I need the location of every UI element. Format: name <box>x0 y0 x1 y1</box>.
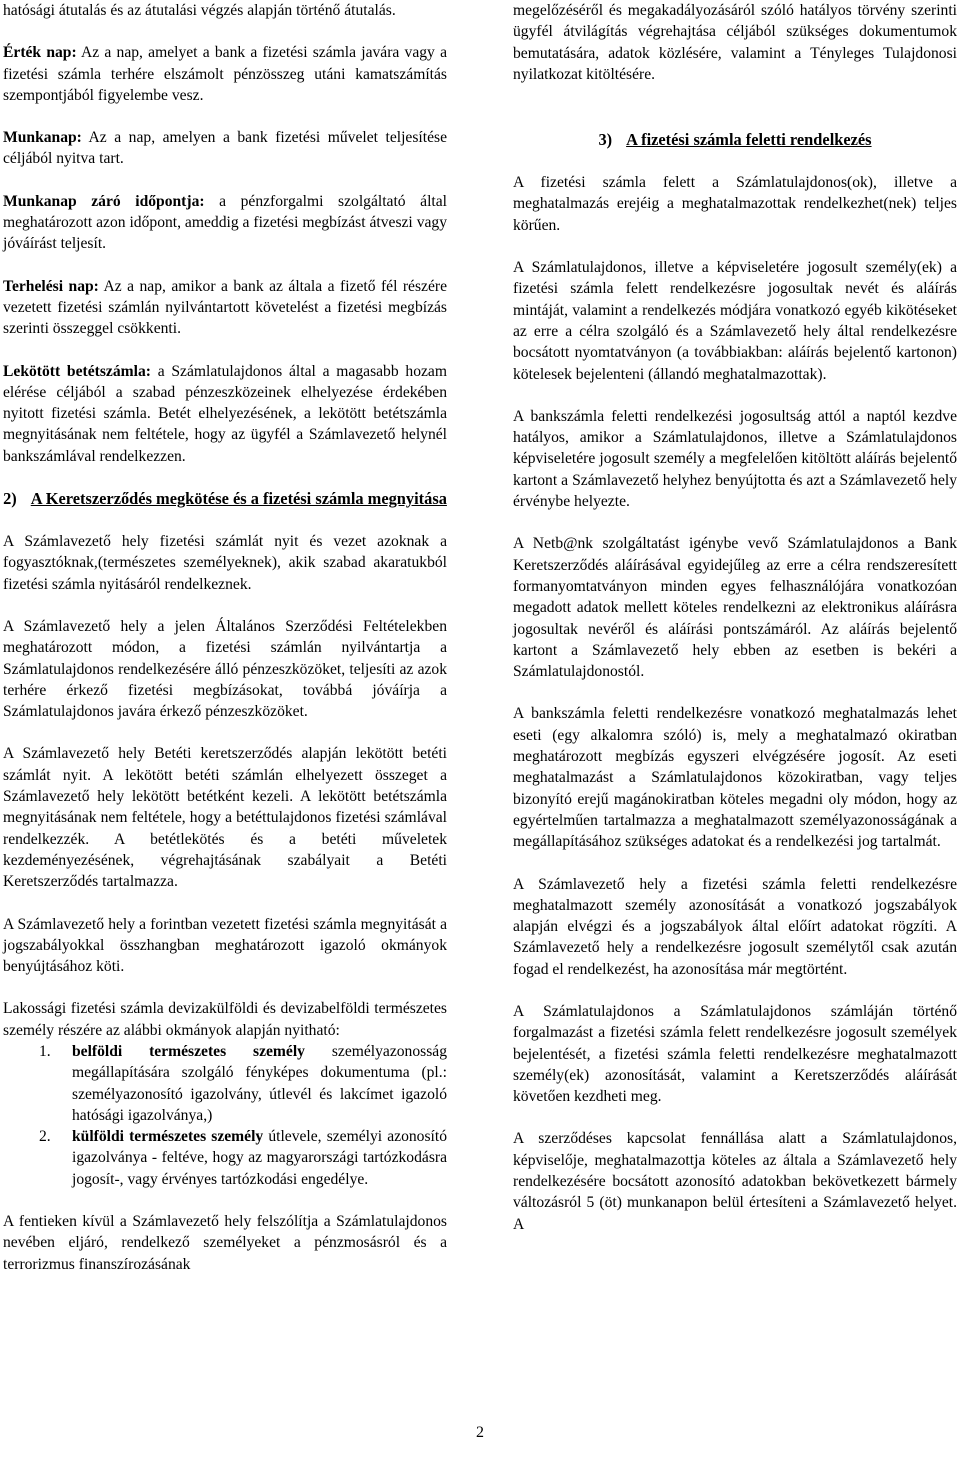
paragraph: A Netb@nk szolgáltatást igénybe vevő Számlatulajdonos a Bank Keretszerződés aláírásával egyidejűleg az erre a célra rendszeresített formanyomtatványon minden egyes felhasználójára vonatkozóan megadott adatok mellett köteles rendelkezni az elektronikus aláírásra jogosultak nevéről és aláírási pontszámáról. Az aláírás bejelentő kartont a Számlavezető hely ebben az esetben is bekéri a Számlatulajdonostól. <box>513 535 957 681</box>
page-number: 2 <box>476 1424 484 1441</box>
paragraph: A Számlavezető hely Betéti keretszerződés alapján lekötött betéti számlát nyit. A lekötött betéti számlán elhelyezett összeget a Számlavezető hely lekötött betétként kezeli. A lekötött betétszámla megnyitásának nem feltétele, hogy a betéttulajdonos fizetési számlával rendelkezzék. A betétlekötés és a betéti műveletek kezdeményezésének, végrehajtásának szabályait a Betéti Keretszerződés tartalmazza. <box>3 745 447 891</box>
paragraph: A Számlavezető hely a forintban vezetett fizetési számla megnyitását a jogszabályokkal összhangban meghatározott igazoló okmányok benyújtásához köti. <box>3 915 447 976</box>
paragraph: A fentieken kívül a Számlavezető hely felszólítja a Számlatulajdonos nevében eljáró, rendelkező személyeket a pénzmosásról és a terrorizmus finanszírozásának <box>3 1213 447 1273</box>
section-number: 2) <box>3 489 17 509</box>
definition-text: a Számlatulajdonos által a magasabb hozam elérése céljából a szabad pénzeszközeinek elhelyezése érdekében nyitott fizetési számla. Betét elhelyezésének, a lekötött betétszámla megnyitásának nem feltétele, hogy az ügyfél a Számlavezető helynél bankszámlával rendelkezzen. <box>3 362 447 465</box>
list-item <box>3 1041 447 1126</box>
paragraph: A bankszámla feletti rendelkezési jogosultság attól a naptól kezdve hatályos, amikor a Számlatulajdonos, illetve a Számlatulajdonos képviseletére jogosult személy a megfelelően kitöltött aláírás bejelentő kartont a Számlavezető helyhez benyújtotta és azt a Számlavezető hely érvénybe helyezte. <box>513 407 957 511</box>
section-heading-2 <box>3 488 447 510</box>
definition-text: a pénzforgalmi szolgáltató által meghatározott azon időpont, ameddig a fizetési megbízást átveszi vagy jóváírást teljesít. <box>3 192 447 253</box>
definition-text: Az a nap, amelyet a bank a fizetési számla javára vagy a fizetési számla terhére elszámolt pénzösszeg utáni kamatszámítás szempontjából figyelembe vesz. <box>3 44 447 104</box>
term: külföldi természetes személy <box>72 1128 264 1146</box>
paragraph: A Számlatulajdonos a Számlatulajdonos számláján történő forgalmazást a fizetési számla felett rendelkezésre jogosult személyek bejelentését, a fizetési számla feletti rendelkezésre meghatalmazott személy(ek) azonosítását, valamint a Keretszerződés aláírását követően kezdheti meg. <box>513 1002 957 1106</box>
paragraph: hatósági átutalás és az átutalási végzés alapján történő átutalás. <box>3 2 396 19</box>
list-text: személyazonosság megállapítására szolgáló fényképes dokumentuma (pl.: személyazonosító igazolvány, útlevél és lakcímet igazoló hatósági igazolványa,) <box>72 1042 448 1124</box>
list-text: útlevele, személyi azonosító igazolványa - feltéve, hogy az magyarországi tartózkodásra jogosít-, vagy érvényes tartózkodási engedélye. <box>72 1128 447 1188</box>
list-item <box>3 1126 447 1190</box>
paragraph: Lakossági fizetési számla devizakülföldi és devizabelföldi természetes személy részére az alábbi okmányok alapján nyitható: <box>3 1000 447 1039</box>
definition-cutoff-time <box>3 191 447 255</box>
term: Munkanap: <box>3 129 82 147</box>
document-list <box>3 1041 447 1190</box>
paragraph: A Számlavezető hely a jelen Általános Szerződési Feltételekben meghatározott módon, a fizetési számlán nyilvántartja a Számlatulajdonos rendelkezésére álló pénzeszközöket, teljesíti az azok terhére érkező fizetési megbízásokat, továbbá jóváírja a Számlatulajdonos javára érkező pénzeszközöket. <box>3 617 447 721</box>
section-heading-3 <box>513 129 957 151</box>
definition-value-date <box>3 42 447 106</box>
section-title: A Keretszerződés megkötése és a fizetési számla megnyitása <box>30 489 447 509</box>
paragraph: A Számlavezető hely a fizetési számla feletti rendelkezésre meghatalmazott személy azonosítását a vonatkozó jogszabályok alapján elvégzi és a jogszabályok által előírt adatokat rögzíti. A Számlavezető hely a rendelkezésre jogosult személytől csak azután fogad el rendelkezést, ha azonosítása már megtörtént. <box>513 875 957 978</box>
list-number: 1. <box>39 1042 51 1060</box>
left-column <box>3 0 447 1296</box>
definition-debit-day <box>3 276 447 340</box>
section-title: A fizetési számla feletti rendelkezés <box>626 130 872 150</box>
list-number: 2. <box>39 1128 51 1146</box>
paragraph: A fizetési számla felett a Számlatulajdonos(ok), illetve a meghatalmazás erejéig a meghatalmazottak rendelkezhet(nek) teljes körűen. <box>513 174 957 234</box>
paragraph: megelőzéséről és megakadályozásáról szóló hatályos törvény szerinti ügyfél átvilágítás végrehajtása céljából szükséges dokumentumok bemutatására, adatok közlésére, valamint a Tényleges Tulajdonosi nyilatkozat kitöltésére. <box>513 2 957 83</box>
paragraph: A szerződéses kapcsolat fennállása alatt a Számlatulajdonos, képviselője, meghatalmazottja köteles az általa a Számlavezető hely rendelkezésére bocsátott azonosító adatokban bekövetkezett bármely változásról 5 (öt) munkanapon belül értesíteni a Számlavezető helyet. A <box>513 1130 957 1233</box>
paragraph: A Számlavezető hely fizetési számlát nyit és vezet azoknak a fogyasztóknak,(természetes személyeknek), akik szabad akaratukból fizetési számla nyitásáról rendelkeznek. <box>3 533 447 593</box>
paragraph: A Számlatulajdonos, illetve a képviseletére jogosult személy(ek) a fizetési számla felett rendelkezésre jogosultak nevét és aláírás mintáját, valamint a rendelkezés módjára vonatkozó egyéb kikötéseket az erre a célra szolgáló és a Számlavezető hely által rendelkezésre bocsátott nyomtatványon (a továbbiakban: aláírás bejelentő kartonon) kötelesek bejelenteni (állandó meghatalmazottak). <box>513 259 957 383</box>
definition-text: Az a nap, amikor a bank az általa a fizető fél részére vezetett fizetési számlán nyilvántartott követelést a fizetési megbízás szerinti összeggel csökkenti. <box>3 277 447 338</box>
term: Lekötött betétszámla: <box>3 362 151 380</box>
right-column <box>513 0 957 1256</box>
definition-working-day <box>3 127 447 170</box>
term: Érték nap: <box>3 44 77 62</box>
term: Munkanap záró időpontja: <box>3 192 205 210</box>
term: Terhelési nap: <box>3 277 99 295</box>
term: belföldi természetes személy <box>72 1042 305 1060</box>
section-number: 3) <box>598 130 613 150</box>
paragraph: A bankszámla feletti rendelkezésre vonatkozó meghatalmazás lehet eseti (egy alkalomra szóló) is, mely a meghatalmazó okiratban meghatározott megbízás egyszeri elvégzésére jogosít. Az eseti meghatalmazást a Számlatulajdonos közokiratban, vagy teljes bizonyító erejű magánokiratban köteles megadni oly módon, hogy az egyértelműen tartalmazza a meghatalmazott személyazonosságának a megállapításához szükséges adatokat és a rendelkezési jog tartalmát. <box>513 705 957 851</box>
definition-fixed-deposit <box>3 361 447 467</box>
definition-text: Az a nap, amelyen a bank fizetési művelet teljesítése céljából nyitva tart. <box>3 129 447 168</box>
